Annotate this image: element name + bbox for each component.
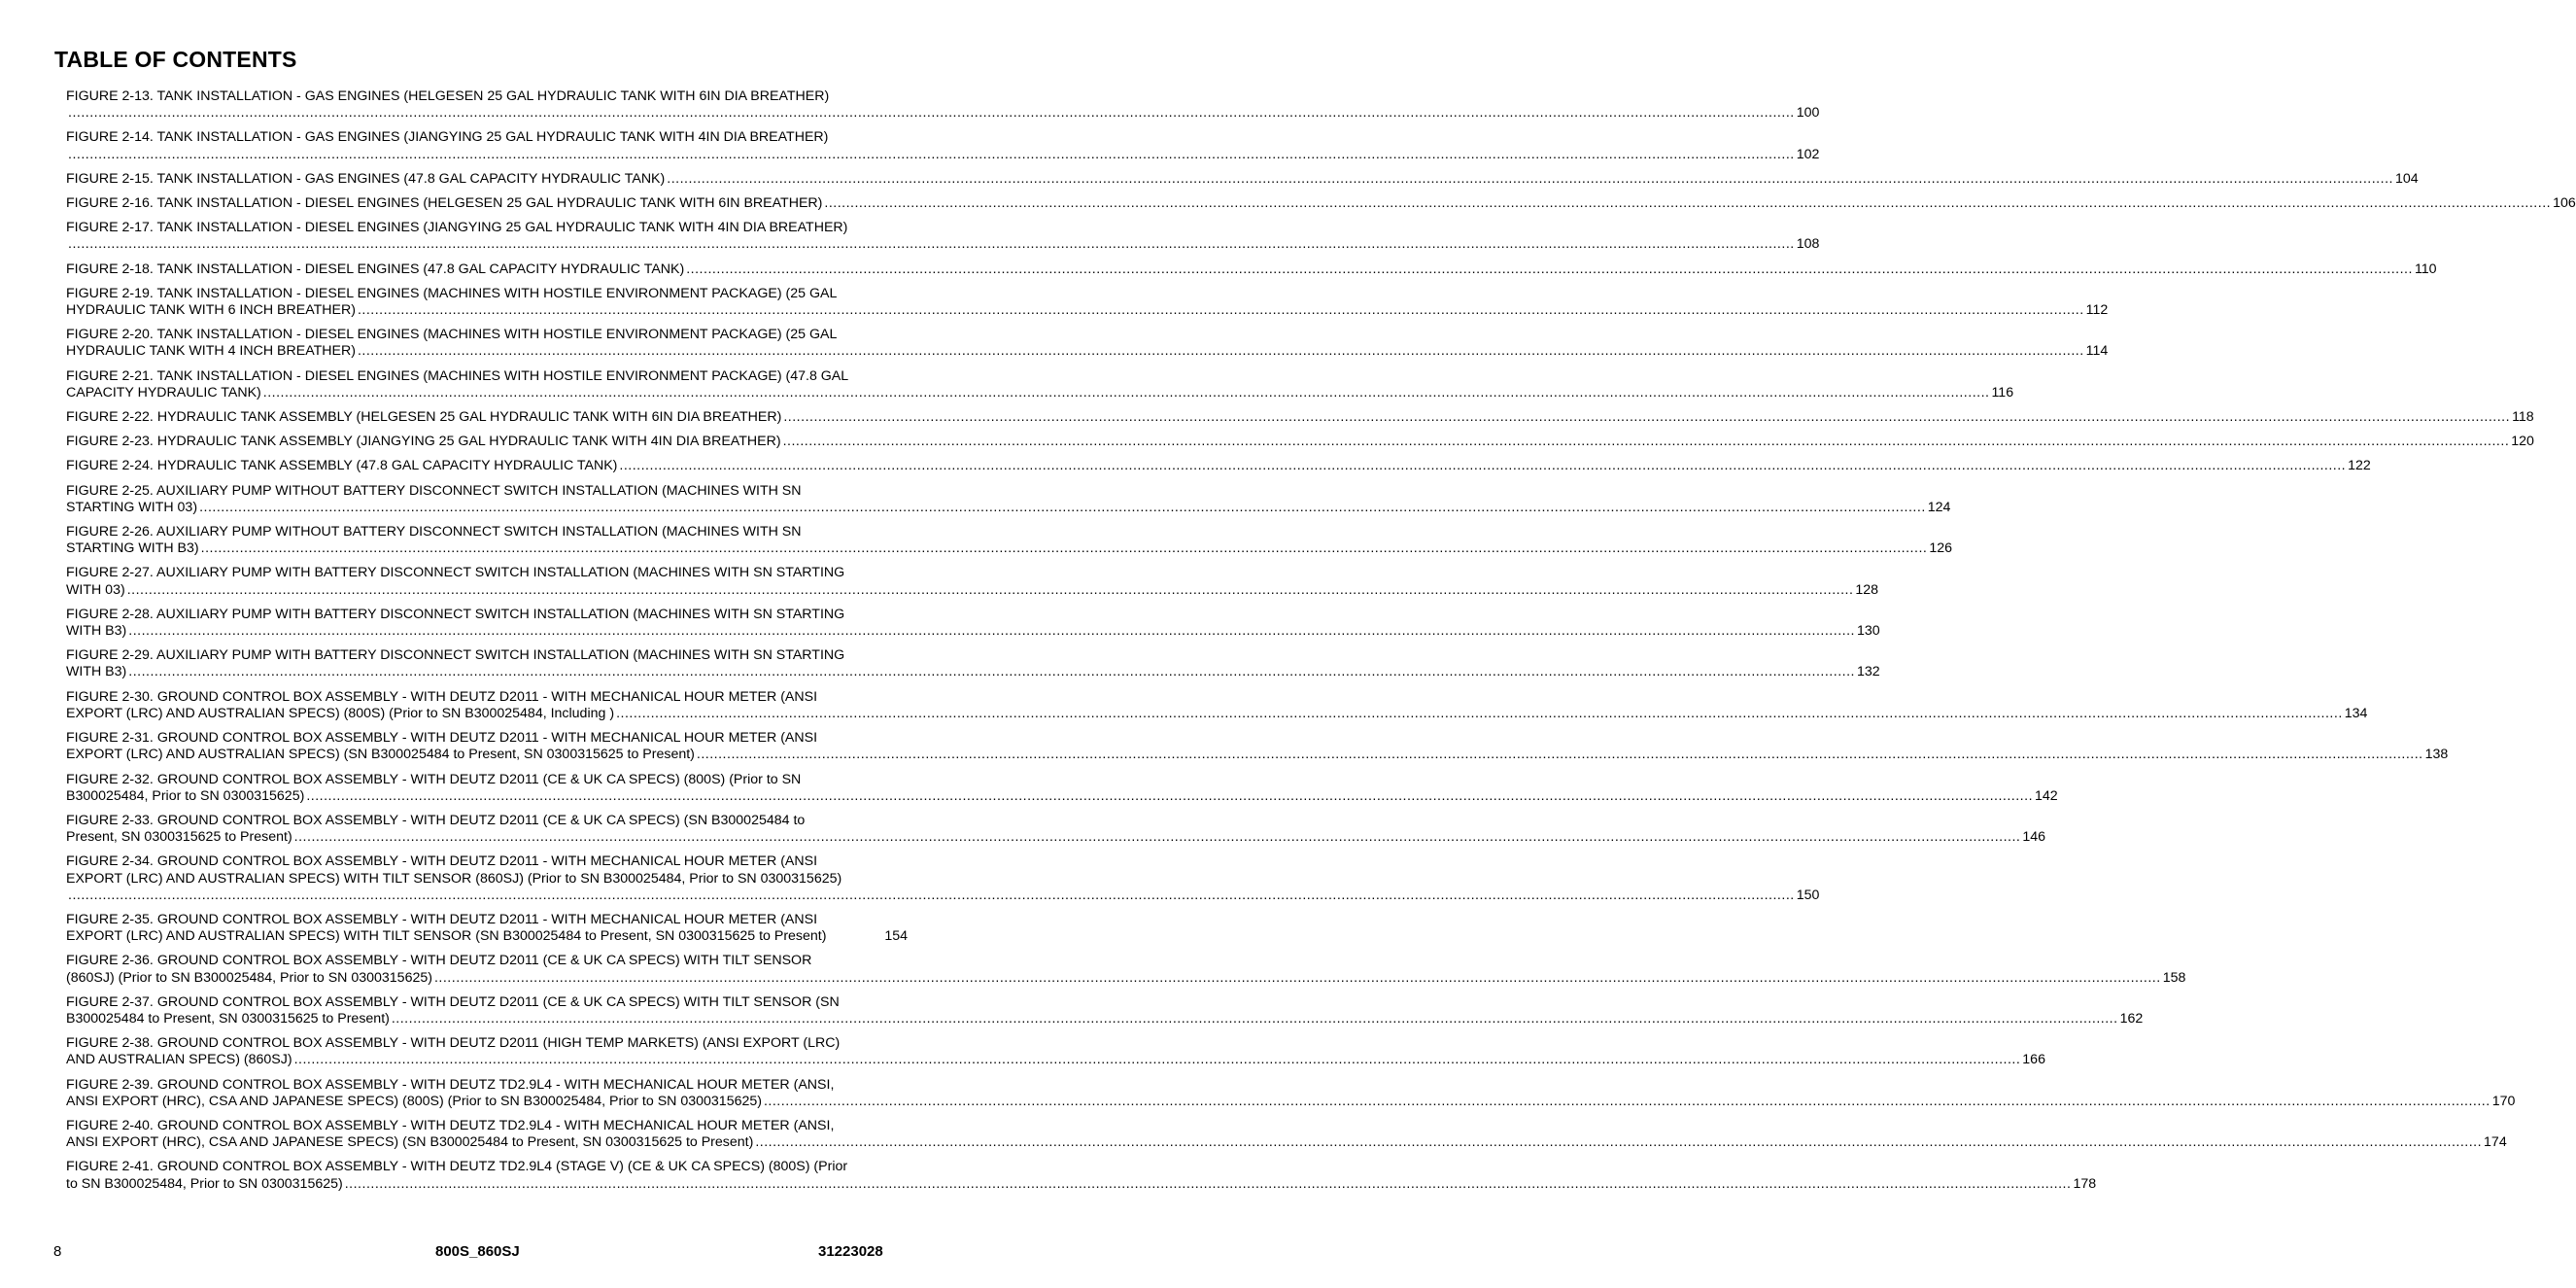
toc-entry-last-line (66, 747, 2449, 763)
dot-leader: ................................................................................................................................................................................................................................................................................................................................................................................................................ (68, 236, 1795, 253)
toc-entry-page-number: 116 (1991, 384, 2014, 400)
toc-entry-title: (860SJ) (Prior to SN B300025484, Prior to SN 0300315625) (66, 969, 432, 986)
dot-leader: ................................................................................................................................................................................................................................................................................................................................................................................................................ (68, 146, 1795, 162)
toc-entry-last-line (66, 581, 1879, 599)
toc-entry-title-line: FIGURE 2-41. GROUND CONTROL BOX ASSEMBLY - WITH DEUTZ TD2.9L4 (STAGE V) (CE & UK CA SPECS) (800S) (Prior (66, 1159, 848, 1175)
toc-entry-page-number: 118 (2512, 409, 2534, 426)
toc-entry-page-number: 110 (2414, 261, 2437, 277)
toc-entry-title-line: FIGURE 2-29. AUXILIARY PUMP WITH BATTERY DISCONNECT SWITCH INSTALLATION (MACHINES WITH SN STARTING (66, 647, 845, 664)
dot-leader: ................................................................................................................................................................................................................................................................................................................................................................................................................ (824, 195, 2552, 212)
dot-leader: ................................................................................................................................................................................................................................................................................................................................................................................................................ (306, 787, 2034, 804)
dot-leader: ................................................................................................................................................................................................................................................................................................................................................................................................................ (128, 623, 1855, 640)
toc-entry-title: EXPORT (LRC) AND AUSTRALIAN SPECS) (SN B300025484 to Present, SN 0300315625 to Present) (66, 747, 695, 763)
toc-entry-title-line: FIGURE 2-13. TANK INSTALLATION - GAS ENGINES (HELGESEN 25 GAL HYDRAULIC TANK WITH 6IN DIA BREATHER) (66, 88, 830, 104)
dot-leader: ................................................................................................................................................................................................................................................................................................................................................................................................................ (262, 384, 1990, 400)
toc-entry-page-number: 120 (2511, 434, 2534, 450)
toc-entry[interactable] (66, 409, 2534, 426)
toc-entry-page-number: 126 (1929, 540, 1952, 557)
toc-entry[interactable] (66, 1117, 2507, 1151)
toc-entry-page-number: 162 (2119, 1010, 2144, 1027)
toc-entry[interactable] (66, 1159, 2097, 1192)
toc-entry-page-number: 100 (1796, 105, 1820, 122)
toc-entry-page-number: 112 (2085, 302, 2109, 319)
toc-entry-last-line (66, 623, 1880, 640)
toc-entry-title: FIGURE 2-16. TANK INSTALLATION - DIESEL ENGINES (HELGESEN 25 GAL HYDRAULIC TANK WITH 6IN BREATHER) (66, 195, 823, 212)
dot-leader: ................................................................................................................................................................................................................................................................................................................................................................................................................ (200, 540, 1928, 557)
toc-entry-title: Present, SN 0300315625 to Present) (66, 829, 292, 846)
toc-entry-title: B300025484, Prior to SN 0300315625) (66, 787, 305, 804)
toc-entry[interactable] (66, 220, 1820, 253)
toc-entry-page-number: 124 (1927, 499, 1951, 515)
toc-entry[interactable] (66, 195, 2576, 212)
toc-entry-title-line: FIGURE 2-35. GROUND CONTROL BOX ASSEMBLY - WITH DEUTZ D2011 - WITH MECHANICAL HOUR METER (ANSI (66, 911, 818, 927)
toc-entry-page-number: 142 (2035, 787, 2058, 804)
dot-leader: ................................................................................................................................................................................................................................................................................................................................................................................................................ (619, 458, 2347, 474)
toc-entry-last-line (66, 1093, 2516, 1110)
toc-entry[interactable] (66, 993, 2144, 1027)
dot-leader: ................................................................................................................................................................................................................................................................................................................................................................................................................ (128, 664, 1855, 680)
toc-entry-title-line: FIGURE 2-32. GROUND CONTROL BOX ASSEMBLY - WITH DEUTZ D2011 (CE & UK CA SPECS) (800S) (Prior to SN (66, 771, 802, 787)
dot-leader: ................................................................................................................................................................................................................................................................................................................................................................................................................ (783, 409, 2511, 426)
toc-entry-title: HYDRAULIC TANK WITH 6 INCH BREATHER) (66, 302, 356, 319)
toc-entry-last-line (66, 928, 908, 945)
toc-entry[interactable] (66, 1035, 2045, 1068)
toc-entry[interactable] (66, 771, 2058, 805)
toc-entry[interactable] (66, 285, 2109, 319)
toc-entry-last-line (66, 887, 1820, 904)
toc-entry-title: ANSI EXPORT (HRC), CSA AND JAPANESE SPECS) (800S) (Prior to SN B300025484, Prior to SN 0300315625) (66, 1093, 762, 1109)
toc-entry-title: ANSI EXPORT (HRC), CSA AND JAPANESE SPECS) (SN B300025484 to Present, SN 0300315625 to Present) (66, 1134, 754, 1151)
toc-entry-last-line (66, 705, 2368, 722)
toc-entry-last-line (66, 540, 1952, 557)
toc-entry[interactable] (66, 1076, 2516, 1110)
dot-leader: ................................................................................................................................................................................................................................................................................................................................................................................................................ (433, 969, 2161, 986)
toc-entry[interactable] (66, 434, 2534, 450)
toc-entry-page-number: 130 (1856, 623, 1880, 640)
toc-entry-last-line (66, 236, 1820, 253)
toc-entry-last-line (66, 499, 1951, 516)
toc-entry-last-line (66, 409, 2534, 426)
toc-list (66, 88, 2576, 1201)
toc-entry-title-line: FIGURE 2-27. AUXILIARY PUMP WITH BATTERY DISCONNECT SWITCH INSTALLATION (MACHINES WITH SN STARTING (66, 565, 845, 581)
footer-page-number: 8 (53, 1243, 62, 1260)
dot-leader: ................................................................................................................................................................................................................................................................................................................................................................................................................ (696, 747, 2423, 763)
toc-entry-page-number: 134 (2344, 705, 2368, 721)
toc-entry-title: FIGURE 2-23. HYDRAULIC TANK ASSEMBLY (JIANGYING 25 GAL HYDRAULIC TANK WITH 4IN DIA BREATHER) (66, 434, 781, 450)
footer-doc-number: 31223028 (818, 1243, 883, 1260)
toc-entry-title-line: FIGURE 2-28. AUXILIARY PUMP WITH BATTERY DISCONNECT SWITCH INSTALLATION (MACHINES WITH SN STARTING (66, 606, 845, 622)
dot-leader: ................................................................................................................................................................................................................................................................................................................................................................................................................ (391, 1010, 2118, 1027)
toc-entry-page-number: 178 (2073, 1175, 2097, 1192)
dot-leader: ................................................................................................................................................................................................................................................................................................................................................................................................................ (357, 302, 2084, 319)
toc-entry-title: FIGURE 2-24. HYDRAULIC TANK ASSEMBLY (47.8 GAL CAPACITY HYDRAULIC TANK) (66, 458, 618, 474)
toc-entry-last-line (66, 146, 1820, 163)
toc-entry-page-number: 108 (1796, 236, 1820, 253)
toc-entry-title-line: FIGURE 2-31. GROUND CONTROL BOX ASSEMBLY - WITH DEUTZ D2011 - WITH MECHANICAL HOUR METER (ANSI (66, 730, 818, 747)
toc-entry-title: to SN B300025484, Prior to SN 0300315625) (66, 1175, 343, 1192)
toc-entry-title-line: FIGURE 2-25. AUXILIARY PUMP WITHOUT BATTERY DISCONNECT SWITCH INSTALLATION (MACHINES WITH SN (66, 482, 802, 499)
toc-entry-page-number: 114 (2085, 343, 2109, 360)
toc-entry-page-number: 106 (2553, 195, 2576, 212)
dot-leader: ................................................................................................................................................................................................................................................................................................................................................................................................................ (782, 434, 2510, 450)
toc-entry-page-number: 104 (2394, 170, 2419, 187)
toc-entry-last-line (66, 664, 1880, 680)
dot-leader: ................................................................................................................................................................................................................................................................................................................................................................................................................ (357, 343, 2084, 360)
dot-leader: ................................................................................................................................................................................................................................................................................................................................................................................................................ (667, 170, 2393, 187)
toc-entry-last-line (66, 195, 2576, 212)
toc-entry[interactable] (66, 853, 1820, 904)
toc-entry-page-number: 158 (2162, 969, 2186, 986)
toc-entry-last-line (66, 458, 2371, 474)
toc-entry[interactable] (66, 367, 2014, 401)
toc-entry-title-line: FIGURE 2-36. GROUND CONTROL BOX ASSEMBLY - WITH DEUTZ D2011 (CE & UK CA SPECS) WITH TILT SENSOR (66, 953, 812, 969)
dot-leader: ................................................................................................................................................................................................................................................................................................................................................................................................................ (344, 1175, 2072, 1192)
dot-leader: ................................................................................................................................................................................................................................................................................................................................................................................................................ (293, 1052, 2021, 1068)
toc-entry-title: HYDRAULIC TANK WITH 4 INCH BREATHER) (66, 343, 356, 360)
dot-leader: ................................................................................................................................................................................................................................................................................................................................................................................................................ (68, 105, 1795, 122)
toc-entry[interactable] (66, 129, 1820, 162)
toc-entry-page-number: 170 (2491, 1093, 2516, 1109)
toc-entry-last-line (66, 829, 2046, 846)
toc-entry-title-line: FIGURE 2-21. TANK INSTALLATION - DIESEL ENGINES (MACHINES WITH HOSTILE ENVIRONMENT PACKAGE) (47.8 GAL (66, 367, 849, 384)
toc-entry[interactable] (66, 565, 1879, 598)
toc-entry-title: FIGURE 2-22. HYDRAULIC TANK ASSEMBLY (HELGESEN 25 GAL HYDRAULIC TANK WITH 6IN DIA BREATHER) (66, 409, 782, 426)
toc-entry-title: WITH B3) (66, 623, 127, 640)
toc-entry-title-line: EXPORT (LRC) AND AUSTRALIAN SPECS) WITH TILT SENSOR (860SJ) (Prior to SN B300025484, Prior to SN 0300315625) (66, 870, 842, 887)
toc-entry-title: AND AUSTRALIAN SPECS) (860SJ) (66, 1052, 292, 1068)
toc-entry[interactable] (66, 524, 1952, 557)
toc-entry-last-line (66, 969, 2186, 987)
toc-entry-title: FIGURE 2-18. TANK INSTALLATION - DIESEL ENGINES (47.8 GAL CAPACITY HYDRAULIC TANK) (66, 261, 685, 277)
toc-entry-last-line (66, 343, 2109, 360)
toc-entry-page-number: 146 (2022, 829, 2046, 846)
toc-entry-title-line: FIGURE 2-20. TANK INSTALLATION - DIESEL ENGINES (MACHINES WITH HOSTILE ENVIRONMENT PACKAGE) (25 GAL (66, 327, 838, 343)
toc-entry-page-number: 166 (2022, 1052, 2045, 1068)
toc-entry-title-line: FIGURE 2-34. GROUND CONTROL BOX ASSEMBLY - WITH DEUTZ D2011 - WITH MECHANICAL HOUR METER (ANSI (66, 853, 818, 870)
toc-entry[interactable] (66, 688, 2368, 722)
dot-leader: ................................................................................................................................................................................................................................................................................................................................................................................................................ (126, 581, 1854, 598)
toc-entry-title: CAPACITY HYDRAULIC TANK) (66, 384, 261, 400)
dot-leader: ................................................................................................................................................................................................................................................................................................................................................................................................................ (616, 705, 2343, 721)
toc-entry-last-line (66, 105, 1820, 122)
toc-entry-last-line (66, 384, 2014, 401)
dot-leader: ................................................................................................................................................................................................................................................................................................................................................................................................................ (755, 1134, 2483, 1151)
toc-entry-page-number: 102 (1796, 146, 1820, 162)
toc-entry[interactable] (66, 458, 2371, 474)
toc-entry-title-line: FIGURE 2-38. GROUND CONTROL BOX ASSEMBLY - WITH DEUTZ D2011 (HIGH TEMP MARKETS) (ANSI EXPORT (LRC) (66, 1035, 841, 1052)
toc-entry[interactable] (66, 912, 908, 945)
toc-entry-page-number: 138 (2424, 747, 2449, 763)
toc-entry-title: WITH 03) (66, 581, 125, 598)
toc-entry-page-number: 150 (1796, 887, 1820, 903)
toc-entry-page-number: 174 (2484, 1134, 2507, 1151)
toc-entry-title-line: FIGURE 2-37. GROUND CONTROL BOX ASSEMBLY - WITH DEUTZ D2011 (CE & UK CA SPECS) WITH TILT SENSOR (SN (66, 993, 840, 1010)
toc-entry[interactable] (66, 953, 2186, 986)
toc-entry-page-number: 128 (1855, 581, 1879, 598)
toc-entry-title: STARTING WITH 03) (66, 499, 198, 515)
dot-leader: ................................................................................................................................................................................................................................................................................................................................................................................................................ (199, 499, 1926, 515)
toc-entry-last-line (66, 261, 2437, 278)
toc-entry-last-line (66, 1175, 2097, 1193)
toc-entry-title: B300025484 to Present, SN 0300315625 to Present) (66, 1010, 390, 1027)
toc-entry[interactable] (66, 482, 1951, 516)
dot-leader: ................................................................................................................................................................................................................................................................................................................................................................................................................ (68, 887, 1795, 903)
dot-leader: ................................................................................................................................................................................................................................................................................................................................................................................................................ (293, 829, 2021, 846)
toc-entry-last-line (66, 1010, 2144, 1027)
toc-entry-title: EXPORT (LRC) AND AUSTRALIAN SPECS) (800S) (Prior to SN B300025484, Including ) (66, 705, 615, 721)
toc-entry-title-line: FIGURE 2-39. GROUND CONTROL BOX ASSEMBLY - WITH DEUTZ TD2.9L4 - WITH MECHANICAL HOUR METER (ANSI, (66, 1076, 835, 1093)
footer-model: 800S_860SJ (435, 1243, 520, 1260)
toc-entry-title-line: FIGURE 2-33. GROUND CONTROL BOX ASSEMBLY - WITH DEUTZ D2011 (CE & UK CA SPECS) (SN B300025484 to (66, 812, 806, 828)
toc-entry-title-line: FIGURE 2-40. GROUND CONTROL BOX ASSEMBLY - WITH DEUTZ TD2.9L4 - WITH MECHANICAL HOUR METER (ANSI, (66, 1117, 835, 1133)
toc-entry-title-line: FIGURE 2-14. TANK INSTALLATION - GAS ENGINES (JIANGYING 25 GAL HYDRAULIC TANK WITH 4IN DIA BREATHER) (66, 129, 829, 146)
dot-leader: ................................................................................................................................................................................................................................................................................................................................................................................................................ (686, 261, 2413, 277)
toc-entry-last-line (66, 1134, 2507, 1151)
toc-entry-last-line (66, 1052, 2045, 1068)
toc-entry[interactable] (66, 170, 2419, 188)
toc-entry-title-line: FIGURE 2-19. TANK INSTALLATION - DIESEL ENGINES (MACHINES WITH HOSTILE ENVIRONMENT PACKAGE) (25 GAL (66, 285, 838, 301)
toc-entry[interactable] (66, 327, 2109, 360)
toc-entry[interactable] (66, 261, 2437, 278)
toc-entry[interactable] (66, 812, 2046, 846)
dot-leader: ................................................................................................................................................................................................................................................................................................................................................................................................................ (763, 1093, 2490, 1109)
toc-entry-title: STARTING WITH B3) (66, 540, 199, 557)
toc-entry-page-number: 154 (884, 928, 908, 945)
toc-entry-page-number: 132 (1856, 664, 1880, 680)
toc-entry[interactable] (66, 88, 1820, 122)
toc-entry[interactable] (66, 606, 1880, 640)
toc-entry[interactable] (66, 647, 1880, 680)
toc-entry-page-number: 122 (2348, 458, 2371, 474)
toc-entry-last-line (66, 787, 2058, 805)
page-title: TABLE OF CONTENTS (54, 47, 297, 72)
toc-entry-last-line (66, 302, 2109, 319)
toc-entry-title-line: FIGURE 2-17. TANK INSTALLATION - DIESEL ENGINES (JIANGYING 25 GAL HYDRAULIC TANK WITH 4IN DIA BREATHER) (66, 220, 848, 236)
toc-entry-title: EXPORT (LRC) AND AUSTRALIAN SPECS) WITH TILT SENSOR (SN B300025484 to Present, SN 0300315625 to Present) (66, 928, 827, 945)
toc-entry-last-line (66, 434, 2534, 450)
toc-entry[interactable] (66, 730, 2449, 763)
toc-entry-title-line: FIGURE 2-30. GROUND CONTROL BOX ASSEMBLY - WITH DEUTZ D2011 - WITH MECHANICAL HOUR METER (ANSI (66, 688, 818, 705)
toc-entry-title: FIGURE 2-15. TANK INSTALLATION - GAS ENGINES (47.8 GAL CAPACITY HYDRAULIC TANK) (66, 170, 666, 187)
toc-entry-title-line: FIGURE 2-26. AUXILIARY PUMP WITHOUT BATTERY DISCONNECT SWITCH INSTALLATION (MACHINES WITH SN (66, 524, 802, 540)
toc-entry-title: WITH B3) (66, 664, 127, 680)
toc-entry-last-line (66, 170, 2419, 188)
